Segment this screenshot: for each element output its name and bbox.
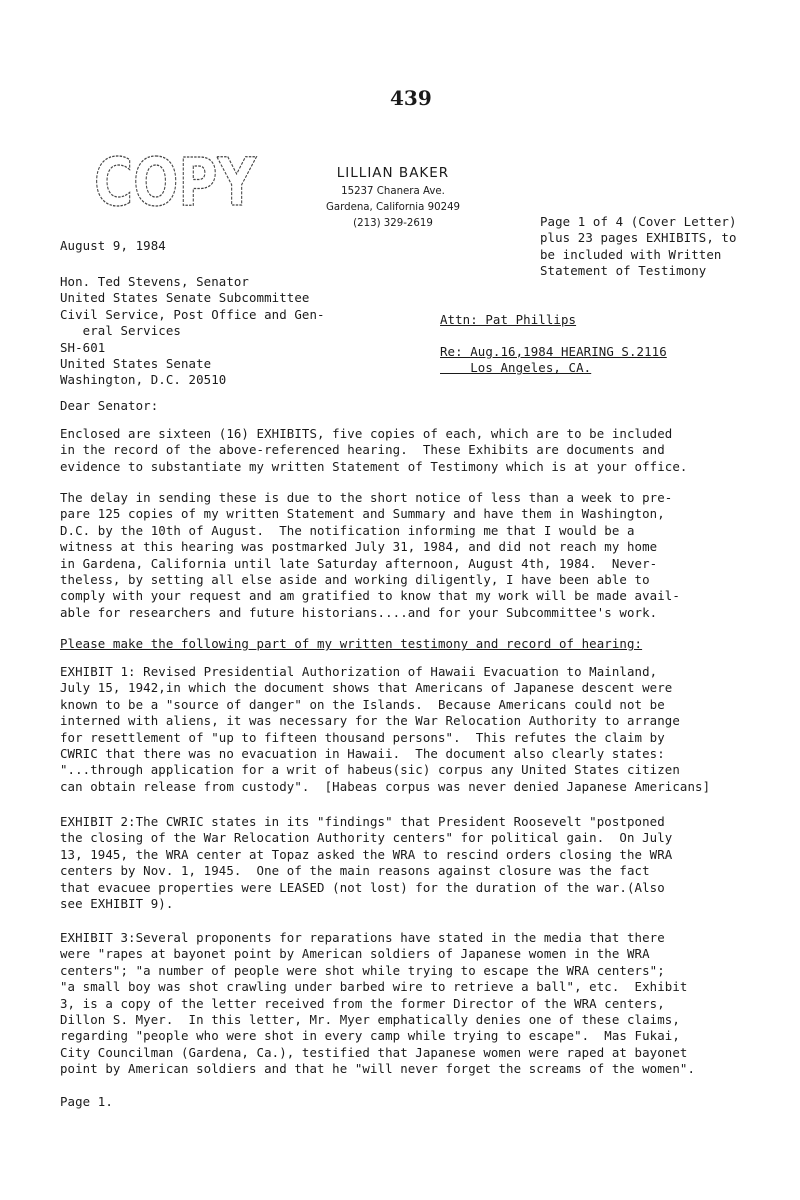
recipient-line: United States Senate Subcommittee bbox=[60, 290, 310, 306]
exhibit-2 bbox=[60, 814, 672, 912]
text-line: Dillon S. Myer. In this letter, Mr. Myer emphatically denies one of these claims, bbox=[60, 1012, 680, 1028]
copy-stamp bbox=[92, 144, 262, 221]
text-line: The delay in sending these is due to the short notice of less than a week to pre- bbox=[60, 490, 673, 505]
text-line: the closing of the War Relocation Authority centers" for political gain. On July bbox=[60, 830, 673, 846]
recipient-line: SH-601 bbox=[60, 339, 106, 355]
exhibit-1 bbox=[60, 664, 710, 795]
salutation: Dear Senator: bbox=[60, 398, 159, 413]
text-line: pare 125 copies of my written Statement and Summary and have them in Washington, bbox=[60, 506, 665, 522]
cover-note-line: be included with Written bbox=[540, 246, 722, 262]
letterhead-address-line2: Gardena, California 90249 bbox=[325, 202, 461, 213]
recipient-line: United States Senate bbox=[60, 356, 212, 372]
recipient-line: eral Services bbox=[60, 323, 181, 339]
reference-block bbox=[440, 344, 667, 377]
text-line: EXHIBIT 3:Several proponents for reparations have stated in the media that there bbox=[60, 930, 665, 945]
recipient-line: Civil Service, Post Office and Gen- bbox=[60, 306, 325, 322]
text-line: 13, 1945, the WRA center at Topaz asked the WRA to rescind orders closing the WRA bbox=[60, 846, 673, 862]
text-line: interned with aliens, it was necessary for the War Relocation Authority to arrange bbox=[60, 713, 680, 729]
attention-line: Attn: Pat Phillips bbox=[440, 312, 577, 327]
letterhead-address-line1: 15237 Chanera Ave. bbox=[341, 186, 445, 197]
recipient-line: Hon. Ted Stevens, Senator bbox=[60, 274, 249, 289]
paragraph-delay bbox=[60, 490, 680, 621]
text-line: were "rapes at bayonet point by American soldiers of Japanese women in the WRA bbox=[60, 946, 650, 962]
text-line: July 15, 1942,in which the document shows that Americans of Japanese descent were bbox=[60, 680, 673, 696]
text-line: for resettlement of "up to fifteen thousand persons". This refutes the claim by bbox=[60, 729, 665, 745]
text-line: known to be a "source of danger" on the Islands. Because Americans could not be bbox=[60, 696, 665, 712]
text-line: able for researchers and future historians....and for your Subcommittee's work. bbox=[60, 604, 658, 620]
letterhead-name: LILLIAN BAKER bbox=[336, 165, 450, 181]
text-line: D.C. by the 10th of August. The notification informing me that I would be a bbox=[60, 522, 635, 538]
request-line: Please make the following part of my written testimony and record of hearing: bbox=[60, 636, 643, 651]
text-line: centers by Nov. 1, 1945. One of the main reasons against closure was the fact bbox=[60, 863, 650, 879]
cover-note bbox=[540, 214, 737, 280]
text-line: in the record of the above-referenced hearing. These Exhibits are documents and bbox=[60, 442, 665, 458]
cover-note-line: Page 1 of 4 (Cover Letter) bbox=[540, 214, 737, 229]
text-line: "...through application for a writ of habeus(sic) corpus any United States citizen bbox=[60, 762, 680, 778]
text-line: Enclosed are sixteen (16) EXHIBITS, five copies of each, which are to be included bbox=[60, 426, 673, 441]
text-line: that evacuee properties were LEASED (not lost) for the duration of the war.(Also bbox=[60, 879, 665, 895]
text-line: evidence to substantiate my written Statement of Testimony which is at your office. bbox=[60, 458, 688, 474]
text-line: comply with your request and am gratified to know that my work will be made avail- bbox=[60, 588, 680, 604]
text-line: "a small boy was shot crawling under barbed wire to retrieve a ball", etc. Exhibit bbox=[60, 979, 688, 995]
cover-note-line: plus 23 pages EXHIBITS, to bbox=[540, 230, 737, 246]
page-footer: Page 1. bbox=[60, 1094, 113, 1109]
text-line: in Gardena, California until late Saturday afternoon, August 4th, 1984. Never- bbox=[60, 555, 658, 571]
reference-line: Los Angeles, CA. bbox=[440, 360, 592, 376]
text-line: regarding "people who were shot in every camp while trying to escape". Mas Fukai, bbox=[60, 1028, 680, 1044]
letterhead-phone: (213) 329-2619 bbox=[353, 218, 433, 229]
text-line: EXHIBIT 2:The CWRIC states in its "findings" that President Roosevelt "postponed bbox=[60, 814, 665, 829]
page-number: 439 bbox=[390, 86, 432, 110]
text-line: see EXHIBIT 9). bbox=[60, 896, 174, 912]
text-line: EXHIBIT 1: Revised Presidential Authorization of Hawaii Evacuation to Mainland, bbox=[60, 664, 658, 679]
text-line: can obtain release from custody". [Habeas corpus was never denied Japanese Americans] bbox=[60, 778, 711, 794]
text-line: 3, is a copy of the letter received from the former Director of the WRA centers, bbox=[60, 995, 665, 1011]
text-line: centers"; "a number of people were shot while trying to escape the WRA centers"; bbox=[60, 962, 665, 978]
text-line: CWRIC that there was no evacuation in Hawaii. The document also clearly states: bbox=[60, 746, 665, 762]
recipient-address bbox=[60, 274, 325, 389]
letter-date: August 9, 1984 bbox=[60, 238, 166, 253]
cover-note-line: Statement of Testimony bbox=[540, 263, 707, 279]
text-line: City Councilman (Gardena, Ca.), testified that Japanese women were raped at bayonet bbox=[60, 1044, 688, 1060]
text-line: witness at this hearing was postmarked July 31, 1984, and did not reach my home bbox=[60, 539, 658, 555]
reference-line: Re: Aug.16,1984 HEARING S.2116 bbox=[440, 344, 667, 359]
recipient-line: Washington, D.C. 20510 bbox=[60, 372, 227, 388]
paragraph-enclosure bbox=[60, 426, 687, 475]
exhibit-3 bbox=[60, 930, 695, 1078]
copy-stamp-text: COPY bbox=[94, 144, 257, 221]
text-line: point by American soldiers and that he "will never forget the screams of the women". bbox=[60, 1061, 696, 1077]
text-line: theless, by setting all else aside and working diligently, I have been able to bbox=[60, 572, 650, 588]
